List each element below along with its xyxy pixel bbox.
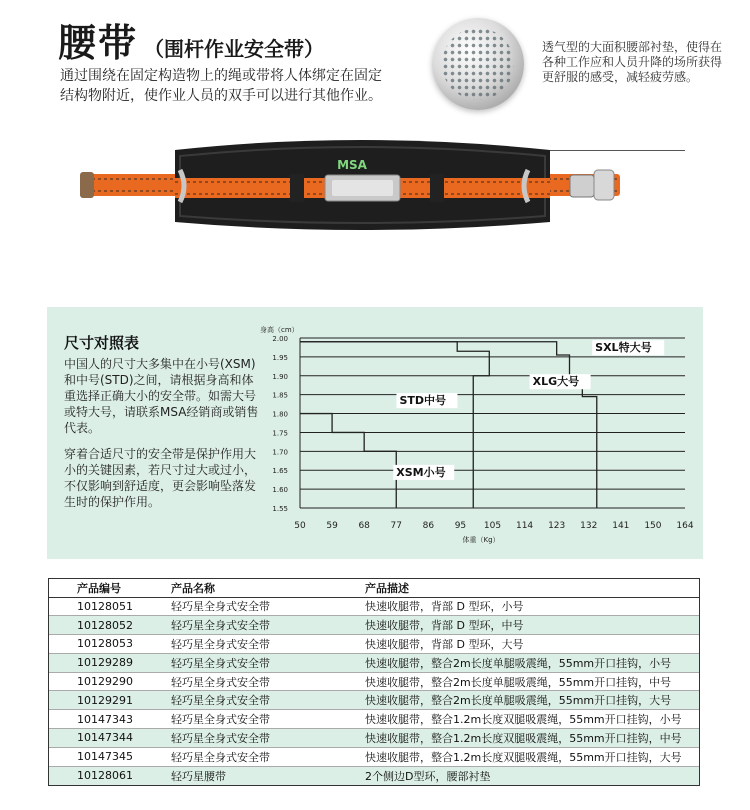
x-tick-label: 132 xyxy=(580,521,598,531)
x-tick-label: 59 xyxy=(326,521,338,531)
cell-code: 10128052 xyxy=(49,616,171,635)
y-tick-label: 1.55 xyxy=(272,505,288,513)
table-row xyxy=(49,729,699,748)
cell-name: 轻巧星全身式安全带 xyxy=(171,653,365,672)
table-row xyxy=(49,766,699,785)
header-product-code: 产品编号 xyxy=(49,579,171,597)
intro-text: 通过围绕在固定构造物上的绳或带将人体绑定在固定结构物附近，使作业人员的双手可以进行其他作业。 xyxy=(60,68,382,104)
cell-desc: 快速收腿带，背部 D 型环，小号 xyxy=(365,597,699,616)
x-tick-label: 105 xyxy=(483,521,502,531)
cell-code: 10129291 xyxy=(49,691,171,710)
size-label: SXL特大号 xyxy=(595,341,652,355)
y-tick-label: 1.65 xyxy=(272,467,288,476)
table-row xyxy=(49,691,699,710)
y-tick-label: 1.90 xyxy=(272,372,288,381)
table-row xyxy=(49,747,699,766)
cell-code: 10147344 xyxy=(49,729,171,748)
size-guide-text-1: 中国人的尺寸大多集中在小号(XSM)和中号(STD)之间，请根据身高和体重选择正确大小的安全带。如需大号或特大号，请联系MSA经销商或销售代表。 xyxy=(64,357,259,435)
cell-name: 轻巧星全身式安全带 xyxy=(171,635,365,654)
table-header-row xyxy=(49,579,699,597)
cell-desc: 快速收腿带，背部 D 型环，中号 xyxy=(365,616,699,635)
y-tick-label: 1.85 xyxy=(272,391,288,400)
page-title xyxy=(58,12,324,67)
cell-name: 轻巧星全身式安全带 xyxy=(171,729,365,748)
cell-desc: 快速收腿带，整合1.2m长度双腿吸震绳，55mm开口挂钩，中号 xyxy=(365,729,699,748)
belt-illustration xyxy=(80,130,700,240)
title-subtitle: （围杆作业安全带） xyxy=(144,37,325,61)
cell-desc: 快速收腿带，整合2m长度单腿吸震绳，55mm开口挂钩，小号 xyxy=(365,653,699,672)
size-boundary xyxy=(300,342,489,508)
size-boundary xyxy=(300,342,597,508)
x-tick-label: 164 xyxy=(676,521,694,531)
cell-name: 轻巧星腰带 xyxy=(171,766,365,785)
x-axis-label: 体重（Kg） xyxy=(462,536,500,544)
size-label: STD中号 xyxy=(399,394,447,408)
table-row xyxy=(49,653,699,672)
size-label: XSM小号 xyxy=(396,465,446,479)
cell-code: 10147345 xyxy=(49,747,171,766)
y-tick-label: 1.60 xyxy=(272,486,288,495)
y-tick-label: 1.95 xyxy=(272,353,288,362)
size-guide-text-2: 穿着合适尺寸的安全带是保护作用大小的关键因素，若尺寸过大或过小，不仅影响到舒适度，更会影响坠落发生时的保护作用。 xyxy=(64,447,257,509)
size-label: XLG大号 xyxy=(532,375,580,389)
belt-logo: MSA xyxy=(337,158,367,172)
table-row xyxy=(49,672,699,691)
size-chart xyxy=(250,320,700,550)
table-row xyxy=(49,597,699,616)
y-tick-label: 1.70 xyxy=(272,448,288,457)
y-axis-label: 身高（cm） xyxy=(260,326,299,334)
table-row xyxy=(49,635,699,654)
cell-code: 10128061 xyxy=(49,766,171,785)
x-tick-label: 50 xyxy=(294,521,306,531)
cell-desc: 快速收腿带，整合1.2m长度双腿吸震绳，55mm开口挂钩，大号 xyxy=(365,747,699,766)
cell-code: 10128051 xyxy=(49,597,171,616)
cell-name: 轻巧星全身式安全带 xyxy=(171,616,365,635)
cell-code: 10129290 xyxy=(49,672,171,691)
cell-desc: 快速收腿带，整合2m长度单腿吸震绳，55mm开口挂钩，中号 xyxy=(365,672,699,691)
pad-description: 透气型的大面积腰部衬垫，使得在各种工作应和人员升降的场所获得更舒服的感受，减轻疲劳感。 xyxy=(542,40,723,84)
size-boundary xyxy=(300,414,396,508)
x-tick-label: 123 xyxy=(548,521,566,531)
y-tick-label: 1.75 xyxy=(272,429,288,438)
cell-name: 轻巧星全身式安全带 xyxy=(171,710,365,729)
y-tick-label: 1.80 xyxy=(272,410,288,419)
title-main: 腰带 xyxy=(58,21,139,65)
header-product-name: 产品名称 xyxy=(171,579,365,597)
x-tick-label: 150 xyxy=(644,521,662,531)
x-tick-label: 77 xyxy=(390,521,402,531)
header-product-desc: 产品描述 xyxy=(365,579,699,597)
x-tick-label: 141 xyxy=(612,521,630,531)
cell-desc: 快速收腿带，背部 D 型环，大号 xyxy=(365,635,699,654)
x-tick-label: 68 xyxy=(358,521,370,531)
x-tick-label: 86 xyxy=(422,521,435,531)
cell-desc: 快速收腿带，整合2m长度单腿吸震绳，55mm开口挂钩，大号 xyxy=(365,691,699,710)
x-tick-label: 114 xyxy=(515,521,534,531)
table-row xyxy=(49,710,699,729)
pad-detail-image xyxy=(432,18,524,110)
cell-code: 10128053 xyxy=(49,635,171,654)
cell-name: 轻巧星全身式安全带 xyxy=(171,597,365,616)
cell-code: 10129289 xyxy=(49,653,171,672)
cell-desc: 2个侧边D型环，腰部衬垫 xyxy=(365,766,699,785)
size-guide-title: 尺寸对照表 xyxy=(64,334,140,352)
cell-name: 轻巧星全身式安全带 xyxy=(171,672,365,691)
cell-desc: 快速收腿带，整合1.2m长度双腿吸震绳，55mm开口挂钩，小号 xyxy=(365,710,699,729)
cell-name: 轻巧星全身式安全带 xyxy=(171,691,365,710)
cell-code: 10147343 xyxy=(49,710,171,729)
cell-name: 轻巧星全身式安全带 xyxy=(171,747,365,766)
product-table xyxy=(48,578,700,786)
y-tick-label: 2.00 xyxy=(272,335,288,343)
x-tick-label: 95 xyxy=(454,521,467,531)
table-row xyxy=(49,616,699,635)
